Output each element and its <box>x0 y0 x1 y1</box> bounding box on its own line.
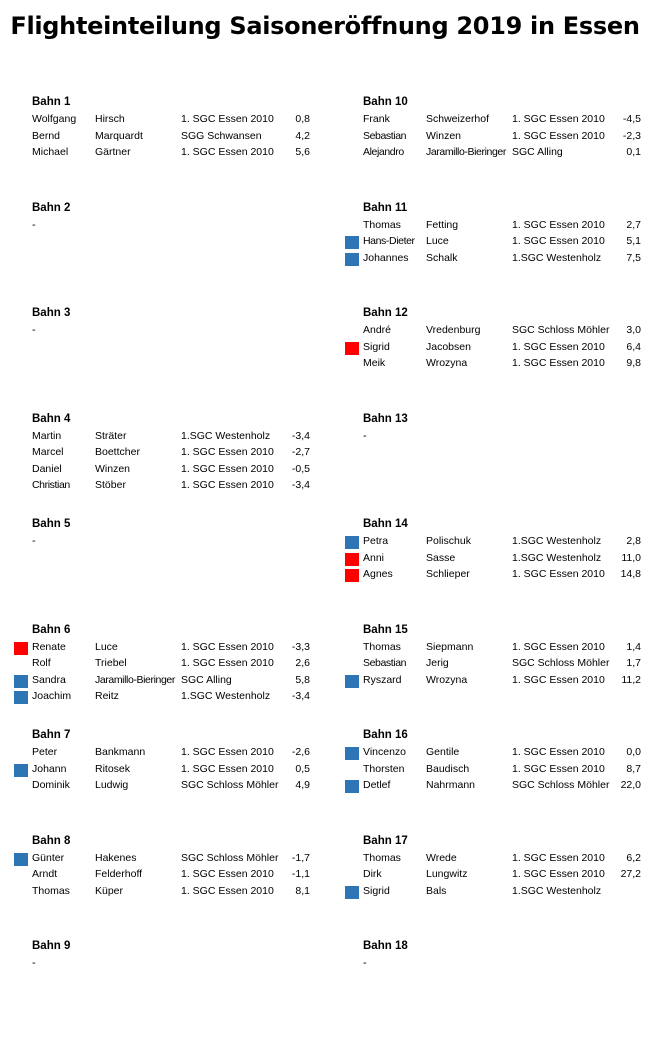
club-name: 1. SGC Essen 2010 <box>181 884 274 897</box>
flight-title: Bahn 9 <box>32 940 71 952</box>
handicap: -0,5 <box>291 462 310 475</box>
flight-title: Bahn 10 <box>363 96 408 108</box>
club-name: 1. SGC Essen 2010 <box>181 446 274 459</box>
flight-block <box>345 729 645 829</box>
first-name: Marcel <box>32 446 64 459</box>
first-name: Thomas <box>32 884 70 897</box>
last-name: Felderhoff <box>95 868 143 881</box>
blue-marker-square <box>345 253 359 266</box>
flight-block <box>14 624 314 724</box>
flight-block <box>14 202 314 302</box>
flight-block <box>14 96 314 196</box>
first-name: Anni <box>363 551 385 564</box>
handicap: 8,1 <box>295 884 310 897</box>
player-row <box>14 779 314 795</box>
handicap: -1,7 <box>291 851 310 864</box>
last-name: Wrede <box>426 851 457 864</box>
first-name: Detlef <box>363 779 391 792</box>
empty-flight-marker: - <box>32 218 36 231</box>
first-name: André <box>363 324 392 336</box>
player-row <box>345 252 645 268</box>
club-name: 1.SGC Westenholz <box>181 429 271 442</box>
player-row <box>345 568 645 584</box>
flight-block <box>345 518 645 618</box>
first-name: Wolfgang <box>32 113 77 125</box>
player-row <box>14 763 314 779</box>
last-name: Marquardt <box>95 129 143 142</box>
club-name: 1. SGC Essen 2010 <box>181 479 274 492</box>
first-name: Martin <box>32 429 62 442</box>
blue-marker-square <box>14 675 28 688</box>
player-row <box>345 852 645 868</box>
last-name: Siepmann <box>426 640 474 653</box>
blue-marker-square <box>345 536 359 549</box>
handicap: 0,5 <box>295 762 310 775</box>
last-name: Stöber <box>95 479 126 492</box>
last-name: Gärtner <box>95 146 131 159</box>
club-name: 1. SGC Essen 2010 <box>512 851 605 864</box>
flight-block <box>14 413 314 513</box>
blue-marker-square <box>345 886 359 899</box>
player-row <box>345 130 645 146</box>
last-name: Polischuk <box>426 535 471 547</box>
first-name: Thomas <box>363 218 401 231</box>
flight-title: Bahn 7 <box>32 729 71 741</box>
player-row <box>14 446 314 462</box>
last-name: Winzen <box>426 129 462 142</box>
first-name: Peter <box>32 746 58 758</box>
player-row <box>345 324 645 340</box>
club-name: 1. SGC Essen 2010 <box>512 357 605 370</box>
last-name: Ludwig <box>95 779 129 792</box>
handicap: 2,7 <box>626 218 641 231</box>
first-name: Johannes <box>363 251 409 264</box>
handicap: 5,1 <box>626 235 641 248</box>
player-row <box>14 885 314 901</box>
flight-title: Bahn 3 <box>32 307 71 319</box>
last-name: Wrozyna <box>426 357 468 370</box>
flight-title: Bahn 17 <box>363 834 408 847</box>
flight-block <box>345 835 645 935</box>
handicap: 1,7 <box>626 657 641 670</box>
first-name: Meik <box>363 357 386 370</box>
empty-flight-marker: - <box>363 957 367 969</box>
last-name: Boettcher <box>95 446 140 459</box>
club-name: 1. SGC Essen 2010 <box>512 762 605 775</box>
player-row <box>345 779 645 795</box>
player-row <box>345 146 645 162</box>
first-name: Thorsten <box>363 762 405 775</box>
flight-block <box>14 307 314 407</box>
club-name: 1. SGC Essen 2010 <box>181 746 274 758</box>
red-marker-square <box>345 342 359 355</box>
blue-marker-square <box>14 691 28 704</box>
first-name: Sebastian <box>363 657 407 670</box>
flight-block <box>14 518 314 618</box>
handicap: 2,8 <box>626 535 641 547</box>
player-row <box>14 479 314 495</box>
flight-title: Bahn 15 <box>363 623 408 636</box>
handicap: 4,2 <box>295 129 310 142</box>
first-name: Agnes <box>363 568 393 581</box>
last-name: Jacobsen <box>426 340 471 353</box>
player-row <box>14 113 314 129</box>
first-name: Daniel <box>32 462 62 475</box>
club-name: SGC Schloss Möhler <box>512 779 610 792</box>
flight-title: Bahn 6 <box>32 623 71 636</box>
first-name: Vincenzo <box>363 746 407 758</box>
player-row <box>14 690 314 706</box>
flight-title: Bahn 13 <box>363 412 408 425</box>
flight-block <box>345 624 645 724</box>
first-name: Sigrid <box>363 340 390 353</box>
empty-flight-marker: - <box>32 324 36 336</box>
club-name: 1.SGC Westenholz <box>512 535 602 547</box>
club-name: SGG Schwansen <box>181 129 262 142</box>
last-name: Triebel <box>95 657 127 670</box>
club-name: 1. SGC Essen 2010 <box>512 340 605 353</box>
club-name: 1. SGC Essen 2010 <box>181 868 274 881</box>
flight-title: Bahn 14 <box>363 518 408 530</box>
first-name: Frank <box>363 113 390 125</box>
handicap: 3,0 <box>626 324 641 336</box>
player-row <box>14 852 314 868</box>
player-row <box>345 674 645 690</box>
club-name: 1. SGC Essen 2010 <box>512 235 605 248</box>
last-name: Hakenes <box>95 851 137 864</box>
player-row <box>345 746 645 762</box>
handicap: 22,0 <box>620 779 641 792</box>
flight-title: Bahn 12 <box>363 307 408 319</box>
flight-title: Bahn 18 <box>363 940 408 952</box>
club-name: SGC Alling <box>512 146 563 159</box>
club-name: 1. SGC Essen 2010 <box>181 762 274 775</box>
player-row <box>345 235 645 251</box>
blue-marker-square <box>345 675 359 688</box>
handicap: -2,3 <box>622 129 641 142</box>
first-name: Sigrid <box>363 884 390 897</box>
red-marker-square <box>345 553 359 566</box>
handicap: 0,0 <box>626 746 641 758</box>
player-row <box>14 674 314 690</box>
flight-title: Bahn 2 <box>32 201 71 214</box>
club-name: 1. SGC Essen 2010 <box>512 113 605 125</box>
club-name: 1. SGC Essen 2010 <box>181 640 274 653</box>
club-name: 1. SGC Essen 2010 <box>512 868 605 881</box>
last-name: Jaramillo-Bieringer <box>426 146 506 159</box>
player-row <box>14 641 314 657</box>
club-name: SGC Alling <box>181 673 232 686</box>
last-name: Reitz <box>95 690 119 703</box>
handicap: -3,4 <box>291 690 310 703</box>
club-name: 1. SGC Essen 2010 <box>512 746 605 758</box>
first-name: Alejandro <box>363 146 404 159</box>
first-name: Thomas <box>363 851 401 864</box>
player-row <box>14 146 314 162</box>
first-name: Petra <box>363 535 389 547</box>
player-row <box>345 868 645 884</box>
first-name: Sandra <box>32 673 66 686</box>
last-name: Hirsch <box>95 113 125 125</box>
flight-title: Bahn 8 <box>32 834 71 847</box>
flight-title: Bahn 16 <box>363 729 408 741</box>
first-name: Hans-Dieter <box>363 235 415 248</box>
club-name: 1. SGC Essen 2010 <box>181 462 274 475</box>
club-name: 1.SGC Westenholz <box>512 251 602 264</box>
player-row <box>345 552 645 568</box>
first-name: Sebastian <box>363 129 407 142</box>
club-name: 1. SGC Essen 2010 <box>181 146 274 159</box>
handicap: 2,6 <box>295 657 310 670</box>
last-name: Nahrmann <box>426 779 476 792</box>
red-marker-square <box>14 642 28 655</box>
blue-marker-square <box>345 747 359 760</box>
last-name: Schlieper <box>426 568 470 581</box>
handicap: -3,4 <box>291 429 310 442</box>
first-name: Thomas <box>363 640 401 653</box>
last-name: Jerig <box>426 657 449 670</box>
handicap: 27,2 <box>620 868 641 881</box>
flight-block <box>345 307 645 407</box>
player-row <box>345 341 645 357</box>
last-name: Bals <box>426 884 447 897</box>
player-row <box>14 430 314 446</box>
last-name: Fetting <box>426 218 459 231</box>
handicap: 1,4 <box>626 640 641 653</box>
flight-title: Bahn 11 <box>363 201 408 214</box>
handicap: -1,1 <box>291 868 310 881</box>
handicap: -2,6 <box>291 746 310 758</box>
last-name: Lungwitz <box>426 868 468 881</box>
blue-marker-square <box>14 764 28 777</box>
club-name: SGC Schloss Möhler <box>181 851 279 864</box>
player-row <box>345 641 645 657</box>
handicap: 5,6 <box>295 146 310 159</box>
first-name: Renate <box>32 640 66 653</box>
club-name: 1. SGC Essen 2010 <box>512 129 605 142</box>
empty-flight-marker: - <box>32 957 36 969</box>
handicap: -2,7 <box>291 446 310 459</box>
first-name: Günter <box>32 851 65 864</box>
first-name: Johann <box>32 762 67 775</box>
handicap: 9,8 <box>626 357 641 370</box>
last-name: Schweizerhof <box>426 113 490 125</box>
first-name: Bernd <box>32 129 61 142</box>
handicap: 11,0 <box>621 551 641 564</box>
handicap: 0,8 <box>295 113 310 125</box>
first-name: Arndt <box>32 868 58 881</box>
page-title: Flighteinteilung Saisoneröffnung 2019 in Essen <box>10 12 640 40</box>
handicap: -3,3 <box>291 640 310 653</box>
handicap: -4,5 <box>622 113 641 125</box>
club-name: 1. SGC Essen 2010 <box>181 657 274 670</box>
last-name: Ritosek <box>95 762 131 775</box>
player-row <box>345 357 645 373</box>
last-name: Winzen <box>95 462 131 475</box>
player-row <box>345 535 645 551</box>
club-name: 1. SGC Essen 2010 <box>512 640 605 653</box>
handicap: 4,9 <box>295 779 310 792</box>
club-name: 1. SGC Essen 2010 <box>181 113 274 125</box>
club-name: 1. SGC Essen 2010 <box>512 673 605 686</box>
last-name: Bankmann <box>95 746 146 758</box>
handicap: 6,4 <box>626 340 641 353</box>
player-row <box>14 868 314 884</box>
first-name: Dominik <box>32 779 70 792</box>
handicap: 14,8 <box>620 568 641 581</box>
last-name: Baudisch <box>426 762 470 775</box>
flight-title: Bahn 1 <box>32 96 71 108</box>
handicap: 0,1 <box>626 146 641 159</box>
first-name: Ryszard <box>363 673 402 686</box>
club-name: SGC Schloss Möhler <box>181 779 279 792</box>
empty-flight-marker: - <box>363 429 367 442</box>
last-name: Sträter <box>95 429 127 442</box>
last-name: Sasse <box>426 551 456 564</box>
flight-block <box>345 940 645 1040</box>
flight-block <box>14 729 314 829</box>
player-row <box>14 130 314 146</box>
empty-flight-marker: - <box>32 535 36 547</box>
handicap: 7,5 <box>626 251 641 264</box>
handicap: 6,2 <box>626 851 641 864</box>
player-row <box>345 113 645 129</box>
blue-marker-square <box>345 780 359 793</box>
blue-marker-square <box>14 853 28 866</box>
handicap: 11,2 <box>621 673 641 686</box>
blue-marker-square <box>345 236 359 249</box>
club-name: 1.SGC Westenholz <box>512 884 602 897</box>
player-row <box>345 885 645 901</box>
flight-block <box>14 940 314 1040</box>
player-row <box>345 219 645 235</box>
player-row <box>345 657 645 673</box>
first-name: Michael <box>32 146 69 159</box>
red-marker-square <box>345 569 359 582</box>
club-name: 1. SGC Essen 2010 <box>512 568 605 581</box>
flight-block <box>345 96 645 196</box>
flight-title: Bahn 5 <box>32 518 71 530</box>
last-name: Luce <box>95 640 118 653</box>
last-name: Gentile <box>426 746 460 758</box>
first-name: Dirk <box>363 868 382 881</box>
player-row <box>345 763 645 779</box>
flight-block <box>345 413 645 513</box>
last-name: Wrozyna <box>426 673 468 686</box>
last-name: Küper <box>95 884 124 897</box>
first-name: Rolf <box>32 657 51 670</box>
first-name: Joachim <box>32 690 72 703</box>
last-name: Luce <box>426 235 449 248</box>
flight-block <box>14 835 314 935</box>
club-name: 1.SGC Westenholz <box>181 690 271 703</box>
club-name: 1.SGC Westenholz <box>512 551 602 564</box>
handicap: 8,7 <box>626 762 641 775</box>
club-name: SGC Schloss Möhler <box>512 657 610 670</box>
handicap: 5,8 <box>295 673 310 686</box>
last-name: Schalk <box>426 251 458 264</box>
player-row <box>14 463 314 479</box>
flight-block <box>345 202 645 302</box>
first-name: Christian <box>32 479 70 492</box>
player-row <box>14 657 314 673</box>
handicap: -3,4 <box>291 479 310 492</box>
last-name: Jaramillo-Bieringer <box>95 673 175 686</box>
club-name: SGC Schloss Möhler <box>512 324 610 336</box>
club-name: 1. SGC Essen 2010 <box>512 218 605 231</box>
player-row <box>14 746 314 762</box>
flight-title: Bahn 4 <box>32 412 71 425</box>
last-name: Vredenburg <box>426 324 481 336</box>
